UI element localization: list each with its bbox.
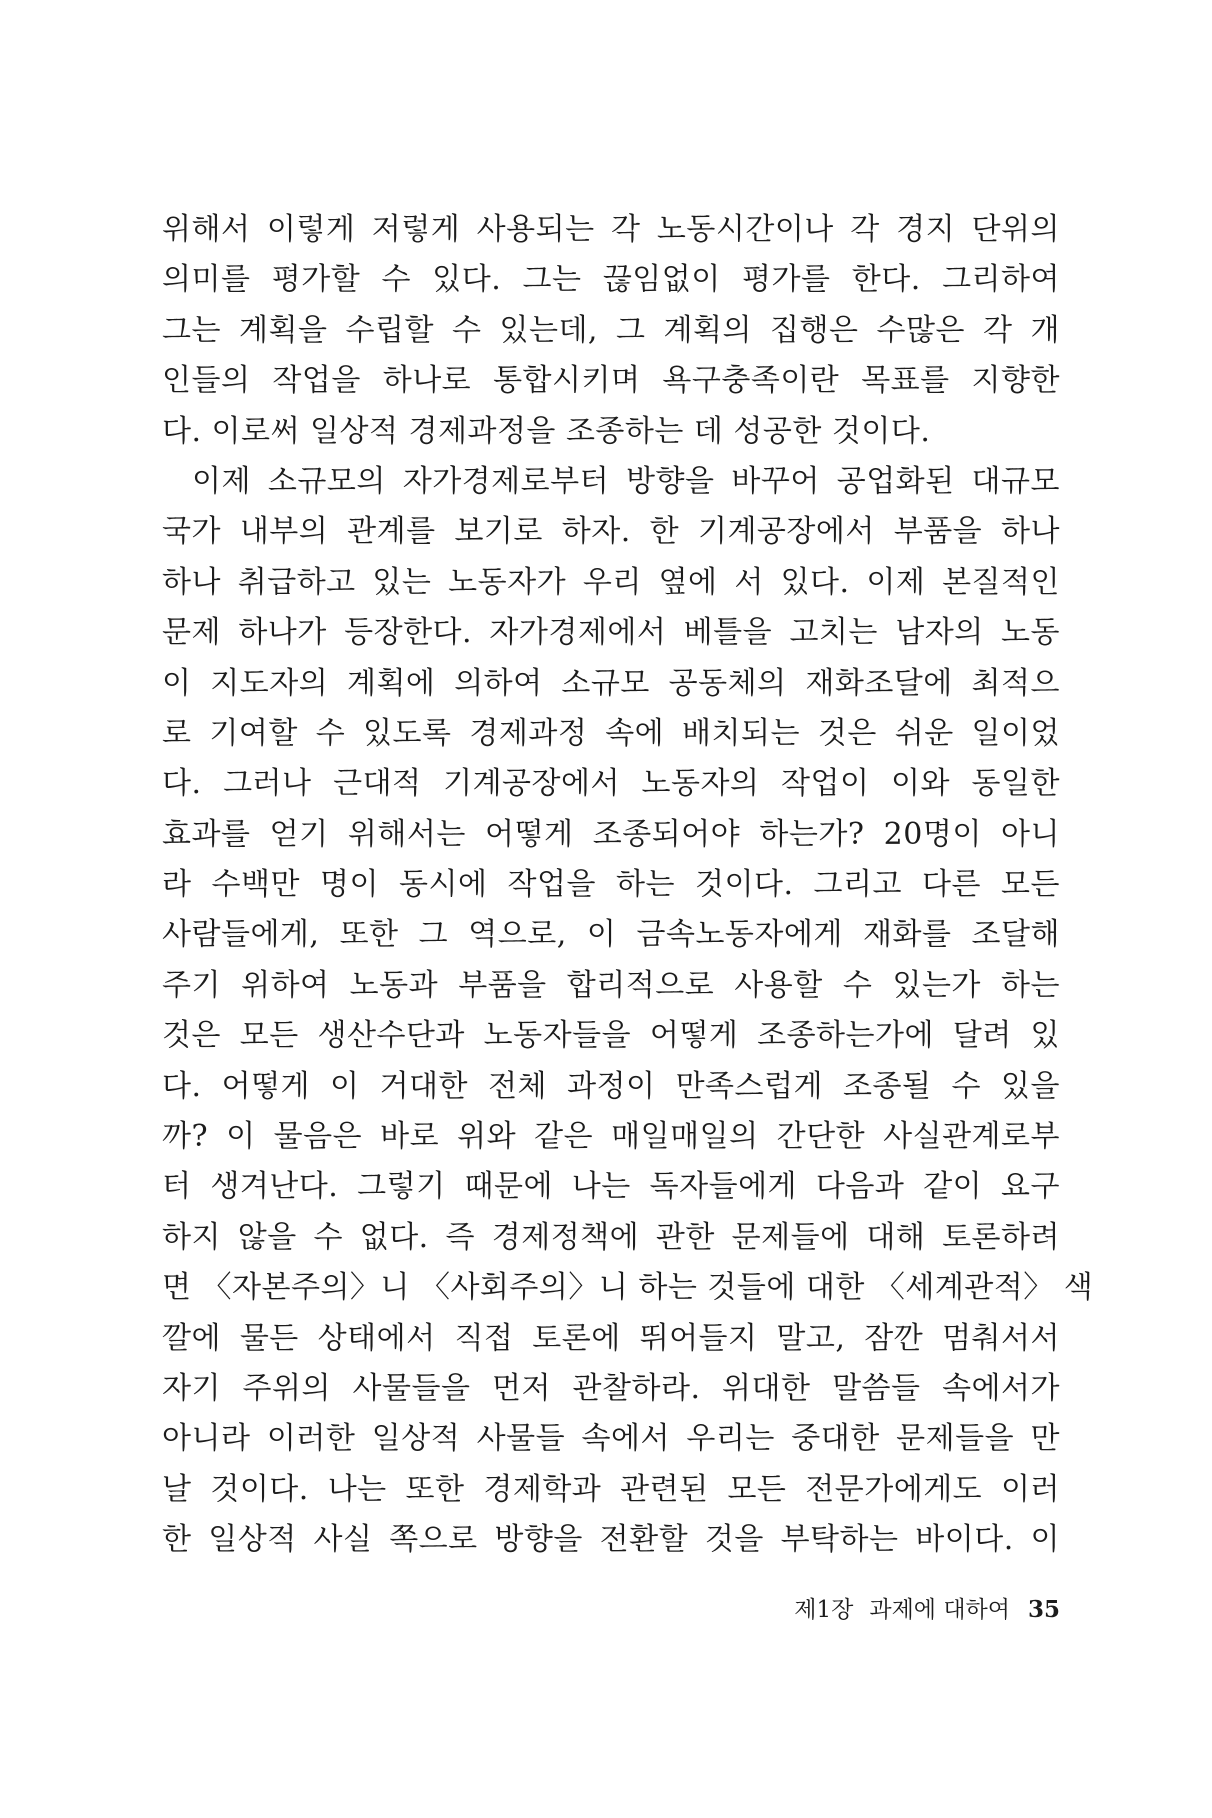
text-line: 위해서 이렇게 저렇게 사용되는 각 노동시간이나 각 경지 단위의 [162,212,1060,247]
text-line: 하나 취급하고 있는 노동자가 우리 옆에 서 있다. 이제 본질적인 [162,564,1060,600]
text-line: 그는 계획을 수립할 수 있는데, 그 계획의 집행은 수많은 각 개 [162,312,1060,348]
text-line: 까? 이 물음은 바로 위와 같은 매일매일의 간단한 사실관계로부 [162,1119,1060,1155]
text-line: 것은 모든 생산수단과 노동자들을 어떻게 조종하는가에 달려 있 [162,1018,1060,1054]
text-line: 사람들에게, 또한 그 역으로, 이 금속노동자에게 재화를 조달해 [162,917,1060,953]
text-line: 라 수백만 명이 동시에 작업을 하는 것이다. 그리고 다른 모든 [162,867,1060,903]
text-line: 인들의 작업을 하나로 통합시키며 욕구충족이란 목표를 지향한 [162,363,1060,399]
body-text [162,205,1094,1566]
text-line: 로 기여할 수 있도록 경제과정 속에 배치되는 것은 쉬운 일이었 [162,715,1060,751]
text-line: 다. 이로써 일상적 경제과정을 조종하는 데 성공한 것이다. [162,413,931,449]
text-line: 아니라 이러한 일상적 사물들 속에서 우리는 중대한 문제들을 만 [162,1421,1060,1457]
text-line: 한 일상적 사실 쪽으로 방향을 전환할 것을 부탁하는 바이다. 이 [162,1522,1060,1558]
footer-chapter-title: 과제에 대하여 [869,1597,1010,1623]
text-line: 이 지도자의 계획에 의하여 소규모 공동체의 재화조달에 최적으 [162,665,1060,701]
text-line-paragraph-start: 이제 소규모의 자가경제로부터 방향을 바꾸어 공업화된 대규모 [192,463,1060,499]
text-line: 주기 위하여 노동과 부품을 합리적으로 사용할 수 있는가 하는 [162,967,1060,1003]
text-line: 다. 어떻게 이 거대한 전체 과정이 만족스럽게 조종될 수 있을 [162,1068,1060,1104]
page-number: 35 [1027,1596,1060,1623]
text-line: 문제 하나가 등장한다. 자가경제에서 베틀을 고치는 남자의 노동 [162,615,1060,651]
text-line: 날 것이다. 나는 또한 경제학과 관련된 모든 전문가에게도 이러 [162,1471,1060,1507]
text-line: 하지 않을 수 없다. 즉 경제정책에 관한 문제들에 대해 토론하려 [162,1219,1060,1255]
footer-chapter: 제1장 [794,1597,854,1623]
page-footer [730,1590,1060,1630]
text-line: 면 〈자본주의〉니 〈사회주의〉니 하는 것들에 대한 〈세계관적〉 색 [162,1270,1094,1306]
text-line: 의미를 평가할 수 있다. 그는 끊임없이 평가를 한다. 그리하여 [162,262,1060,298]
text-line: 국가 내부의 관계를 보기로 하자. 한 기계공장에서 부품을 하나 [162,514,1060,550]
text-line: 자기 주위의 사물들을 먼저 관찰하라. 위대한 말씀들 속에서가 [162,1370,1060,1406]
text-line: 터 생겨난다. 그렇기 때문에 나는 독자들에게 다음과 같이 요구 [162,1169,1060,1205]
text-line: 다. 그러나 근대적 기계공장에서 노동자의 작업이 이와 동일한 [162,766,1060,802]
text-line: 깔에 물든 상태에서 직접 토론에 뛰어들지 말고, 잠깐 멈춰서서 [162,1320,1060,1356]
text-line: 효과를 얻기 위해서는 어떻게 조종되어야 하는가? 20명이 아니 [162,816,1060,852]
